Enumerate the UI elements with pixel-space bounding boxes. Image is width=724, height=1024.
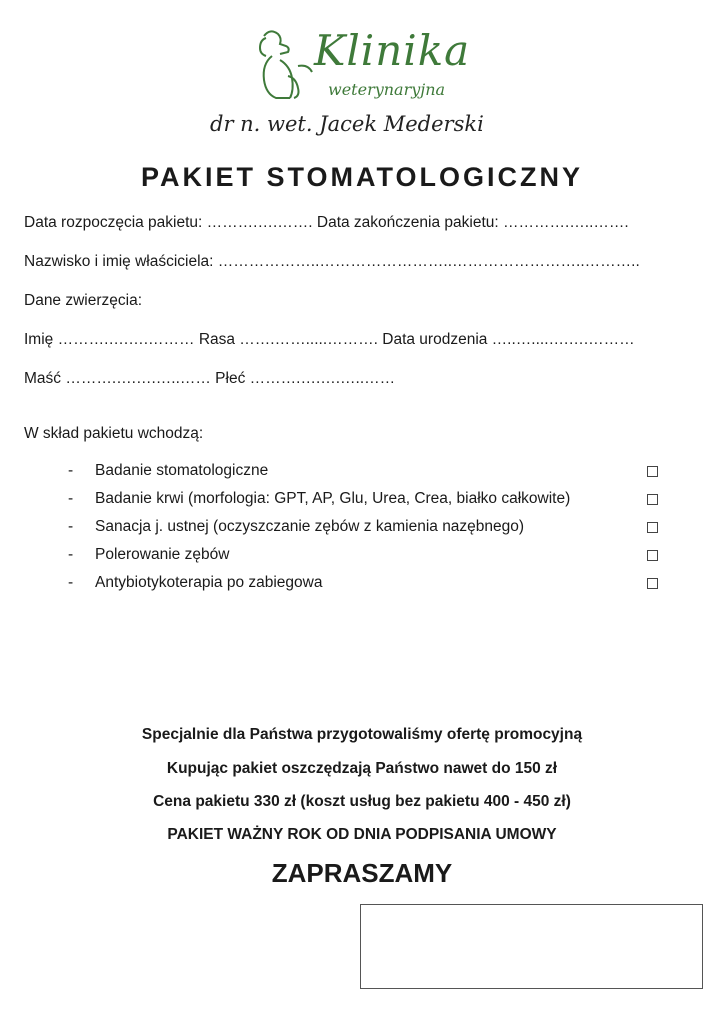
owner-name-field: Nazwisko i imię właściciela: ………………..……………………..……………………..……….. bbox=[24, 253, 640, 270]
animal-data-label: Dane zwierzęcia: bbox=[24, 292, 143, 309]
page-title: PAKIET STOMATOLOGICZNY bbox=[140, 162, 583, 192]
checkbox[interactable] bbox=[647, 494, 658, 505]
list-item-label: Sanacja j. ustnej (oczyszczanie zębów z kamienia nazębnego) bbox=[95, 518, 525, 535]
list-item bbox=[0, 518, 724, 546]
animal-color-sex-field: Maść ……….….….…..…… Płeć ……….….….…..…… bbox=[24, 370, 396, 387]
checkbox[interactable] bbox=[647, 550, 658, 561]
package-dates-field: Data rozpoczęcia pakietu: ……….….……. Data zakończenia pakietu: ………….…..……. bbox=[24, 214, 629, 231]
list-dash: - bbox=[68, 574, 74, 591]
clinic-name: Klinika bbox=[314, 26, 471, 75]
list-item-label: Antybiotykoterapia po zabiegowa bbox=[95, 574, 323, 591]
checkbox[interactable] bbox=[647, 578, 658, 589]
list-dash: - bbox=[68, 546, 74, 563]
list-item-label: Badanie stomatologiczne bbox=[95, 462, 269, 479]
promo-line-offer: Specjalnie dla Państwa przygotowaliśmy ofertę promocyjną bbox=[141, 726, 583, 743]
list-item bbox=[0, 490, 724, 518]
promo-line-price: Cena pakietu 330 zł (koszt usług bez pakietu 400 - 450 zł) bbox=[153, 793, 571, 810]
promo-line-validity: PAKIET WAŻNY ROK OD DNIA PODPISANIA UMOWY bbox=[167, 826, 557, 843]
checkbox[interactable] bbox=[647, 466, 658, 477]
stamp-signature-box bbox=[360, 904, 703, 989]
dog-icon bbox=[250, 26, 320, 104]
list-item bbox=[0, 574, 724, 602]
list-dash: - bbox=[68, 462, 74, 479]
animal-name-breed-birth-field: Imię ……….….….……… Rasa …….…….....………. Data urodzenia …..…....….….……… bbox=[24, 331, 635, 348]
list-item-label: Polerowanie zębów bbox=[95, 546, 230, 563]
list-item-label: Badanie krwi (morfologia: GPT, AP, Glu, Urea, Crea, białko całkowite) bbox=[95, 490, 571, 507]
list-item bbox=[0, 462, 724, 490]
doctor-name: dr n. wet. Jacek Mederski bbox=[210, 112, 484, 136]
checkbox[interactable] bbox=[647, 522, 658, 533]
list-dash: - bbox=[68, 518, 74, 535]
package-intro: W skład pakietu wchodzą: bbox=[24, 425, 204, 442]
list-dash: - bbox=[68, 490, 74, 507]
closing-text: ZAPRASZAMY bbox=[271, 858, 453, 888]
promo-line-savings: Kupując pakiet oszczędzają Państwo nawet do 150 zł bbox=[166, 760, 558, 777]
clinic-subtitle: weterynaryjna bbox=[328, 80, 446, 99]
clinic-logo bbox=[210, 24, 510, 142]
list-item bbox=[0, 546, 724, 574]
